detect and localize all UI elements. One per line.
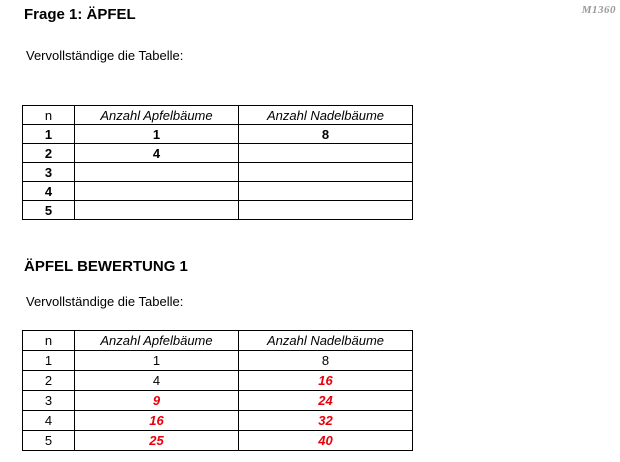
column-header-nadelbaeume: Anzahl Nadelbäume — [239, 106, 413, 125]
cell-n: 2 — [23, 371, 75, 391]
table-question1 — [22, 105, 413, 220]
column-header-n: n — [23, 106, 75, 125]
cell-n: 2 — [23, 144, 75, 163]
column-header-nadelbaeume: Anzahl Nadelbäume — [239, 331, 413, 351]
cell-apfelbaeume: 4 — [75, 371, 239, 391]
table-row — [23, 144, 413, 163]
table-row — [23, 163, 413, 182]
cell-nadelbaeume: 8 — [239, 351, 413, 371]
cell-n: 3 — [23, 391, 75, 411]
cell-n: 1 — [23, 125, 75, 144]
cell-nadelbaeume-answer: 24 — [239, 391, 413, 411]
cell-nadelbaeume[interactable] — [239, 201, 413, 220]
cell-apfelbaeume-answer: 25 — [75, 431, 239, 451]
cell-nadelbaeume-answer: 40 — [239, 431, 413, 451]
column-header-n: n — [23, 331, 75, 351]
table-row — [23, 201, 413, 220]
cell-apfelbaeume[interactable] — [75, 182, 239, 201]
table-row — [23, 411, 413, 431]
cell-nadelbaeume[interactable] — [239, 182, 413, 201]
instruction-text-2: Vervollständige die Tabelle: — [26, 294, 184, 309]
section-heading-question1: Frage 1: ÄPFEL — [24, 6, 136, 23]
section-heading-bewertung1: ÄPFEL BEWERTUNG 1 — [24, 258, 188, 275]
instruction-text-1: Vervollständige die Tabelle: — [26, 48, 184, 63]
cell-apfelbaeume: 4 — [75, 144, 239, 163]
cell-apfelbaeume: 1 — [75, 351, 239, 371]
cell-n: 4 — [23, 411, 75, 431]
table-header-row — [23, 331, 413, 351]
table-row — [23, 125, 413, 144]
cell-n: 1 — [23, 351, 75, 371]
cell-nadelbaeume-answer: 16 — [239, 371, 413, 391]
cell-n: 3 — [23, 163, 75, 182]
cell-apfelbaeume[interactable] — [75, 201, 239, 220]
column-header-apfelbaeume: Anzahl Apfelbäume — [75, 331, 239, 351]
document-code-label: M1360 — [581, 4, 616, 16]
cell-n: 5 — [23, 431, 75, 451]
column-header-apfelbaeume: Anzahl Apfelbäume — [75, 106, 239, 125]
cell-apfelbaeume: 1 — [75, 125, 239, 144]
cell-nadelbaeume[interactable] — [239, 144, 413, 163]
table-row — [23, 431, 413, 451]
cell-n: 5 — [23, 201, 75, 220]
table-bewertung1 — [22, 330, 413, 451]
cell-nadelbaeume[interactable] — [239, 163, 413, 182]
cell-n: 4 — [23, 182, 75, 201]
table-row — [23, 182, 413, 201]
cell-nadelbaeume: 8 — [239, 125, 413, 144]
cell-apfelbaeume[interactable] — [75, 163, 239, 182]
table-row — [23, 351, 413, 371]
table-row — [23, 391, 413, 411]
cell-apfelbaeume-answer: 16 — [75, 411, 239, 431]
cell-apfelbaeume-answer: 9 — [75, 391, 239, 411]
cell-nadelbaeume-answer: 32 — [239, 411, 413, 431]
table-row — [23, 371, 413, 391]
table-header-row — [23, 106, 413, 125]
